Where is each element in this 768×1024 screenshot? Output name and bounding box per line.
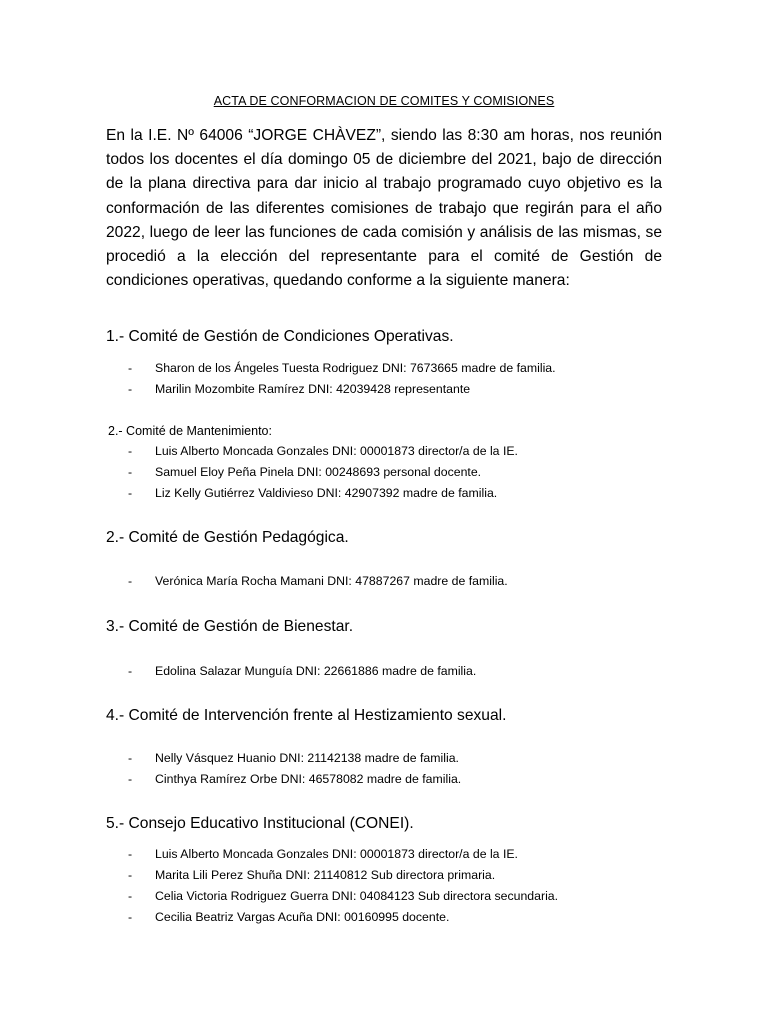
list-marker: -: [128, 868, 133, 882]
list-marker: -: [128, 444, 133, 458]
member-entry: Sharon de los Ángeles Tuesta Rodriguez DNI: 7673665 madre de familia.: [155, 361, 556, 375]
list-marker: -: [128, 751, 133, 765]
list-item: [106, 769, 461, 790]
member-list-bienestar: [106, 661, 476, 682]
member-entry: Liz Kelly Gutiérrez Valdivieso DNI: 42907392 madre de familia.: [155, 486, 498, 500]
member-entry: Edolina Salazar Munguía DNI: 22661886 madre de familia.: [155, 664, 477, 678]
document-title: ACTA DE CONFORMACION DE COMITES Y COMISIONES: [213, 94, 555, 108]
list-marker: -: [128, 847, 133, 861]
member-entry: Marilin Mozombite Ramírez DNI: 42039428 representante: [155, 382, 471, 396]
section-title-operativas: 1.- Comité de Gestión de Condiciones Operativas.: [106, 328, 454, 345]
list-marker: -: [128, 664, 133, 678]
member-entry: Celia Victoria Rodriguez Guerra DNI: 04084123 Sub directora secundaria.: [155, 889, 559, 903]
section-title-bienestar: 3.- Comité de Gestión de Bienestar.: [106, 618, 354, 635]
member-entry: Marita Lili Perez Shuña DNI: 21140812 Sub directora primaria.: [155, 868, 496, 882]
member-entry: Nelly Vásquez Huanio DNI: 21142138 madre de familia.: [155, 751, 459, 765]
list-item: [106, 748, 461, 769]
section-title-mantenimiento: 2.- Comité de Mantenimiento:: [108, 424, 272, 438]
list-marker: -: [128, 486, 133, 500]
list-item: [106, 907, 558, 928]
member-entry: Samuel Eloy Peña Pinela DNI: 00248693 personal docente.: [155, 465, 482, 479]
list-marker: -: [128, 574, 133, 588]
member-entry: Luis Alberto Moncada Gonzales DNI: 00001873 director/a de la IE.: [155, 444, 518, 458]
list-marker: -: [128, 889, 133, 903]
list-item: [106, 865, 558, 886]
intro-paragraph: En la I.E. Nº 64006 “JORGE CHÀVEZ”, siendo las 8:30 am horas, nos reunión todos los docentes el día domingo 05 de diciembre del 2021, bajo de dirección de la plana directiva para dar inicio al trabajo programado cuyo objetivo es la conformación de las diferentes comisiones de trabajo que regirán para el año 2022, luego de leer las funciones de cada comisión y análisis de las mismas, se procedió a la elección del representante para el comité de Gestión de condiciones operativas, quedando conforme a la siguiente manera:: [106, 127, 662, 290]
list-marker: -: [128, 772, 133, 786]
list-marker: -: [128, 910, 133, 924]
list-item: [106, 441, 518, 462]
member-list-pedagogica: [106, 571, 508, 592]
member-entry: Cecilia Beatriz Vargas Acuña DNI: 00160995 docente.: [155, 910, 450, 924]
list-item: [106, 379, 556, 400]
section-title-conei: 5.- Consejo Educativo Institucional (CONEI).: [106, 815, 414, 832]
list-item: [106, 571, 508, 592]
member-list-conei: [106, 844, 558, 928]
member-entry: Luis Alberto Moncada Gonzales DNI: 00001873 director/a de la IE.: [155, 847, 518, 861]
member-list-mantenimiento: [106, 441, 518, 504]
list-marker: -: [128, 465, 133, 479]
list-item: [106, 358, 556, 379]
section-title-intervencion: 4.- Comité de Intervención frente al Hestizamiento sexual.: [106, 707, 507, 724]
list-item: [106, 886, 558, 907]
section-title-pedagogica: 2.- Comité de Gestión Pedagógica.: [106, 529, 349, 546]
list-item: [106, 483, 518, 504]
member-entry: Verónica María Rocha Mamani DNI: 47887267 madre de familia.: [155, 574, 508, 588]
member-entry: Cinthya Ramírez Orbe DNI: 46578082 madre de familia.: [155, 772, 462, 786]
list-marker: -: [128, 361, 133, 375]
list-item: [106, 462, 518, 483]
member-list-intervencion: [106, 748, 461, 790]
member-list-operativas: [106, 358, 556, 400]
list-item: [106, 661, 476, 682]
list-marker: -: [128, 382, 133, 396]
list-item: [106, 844, 558, 865]
